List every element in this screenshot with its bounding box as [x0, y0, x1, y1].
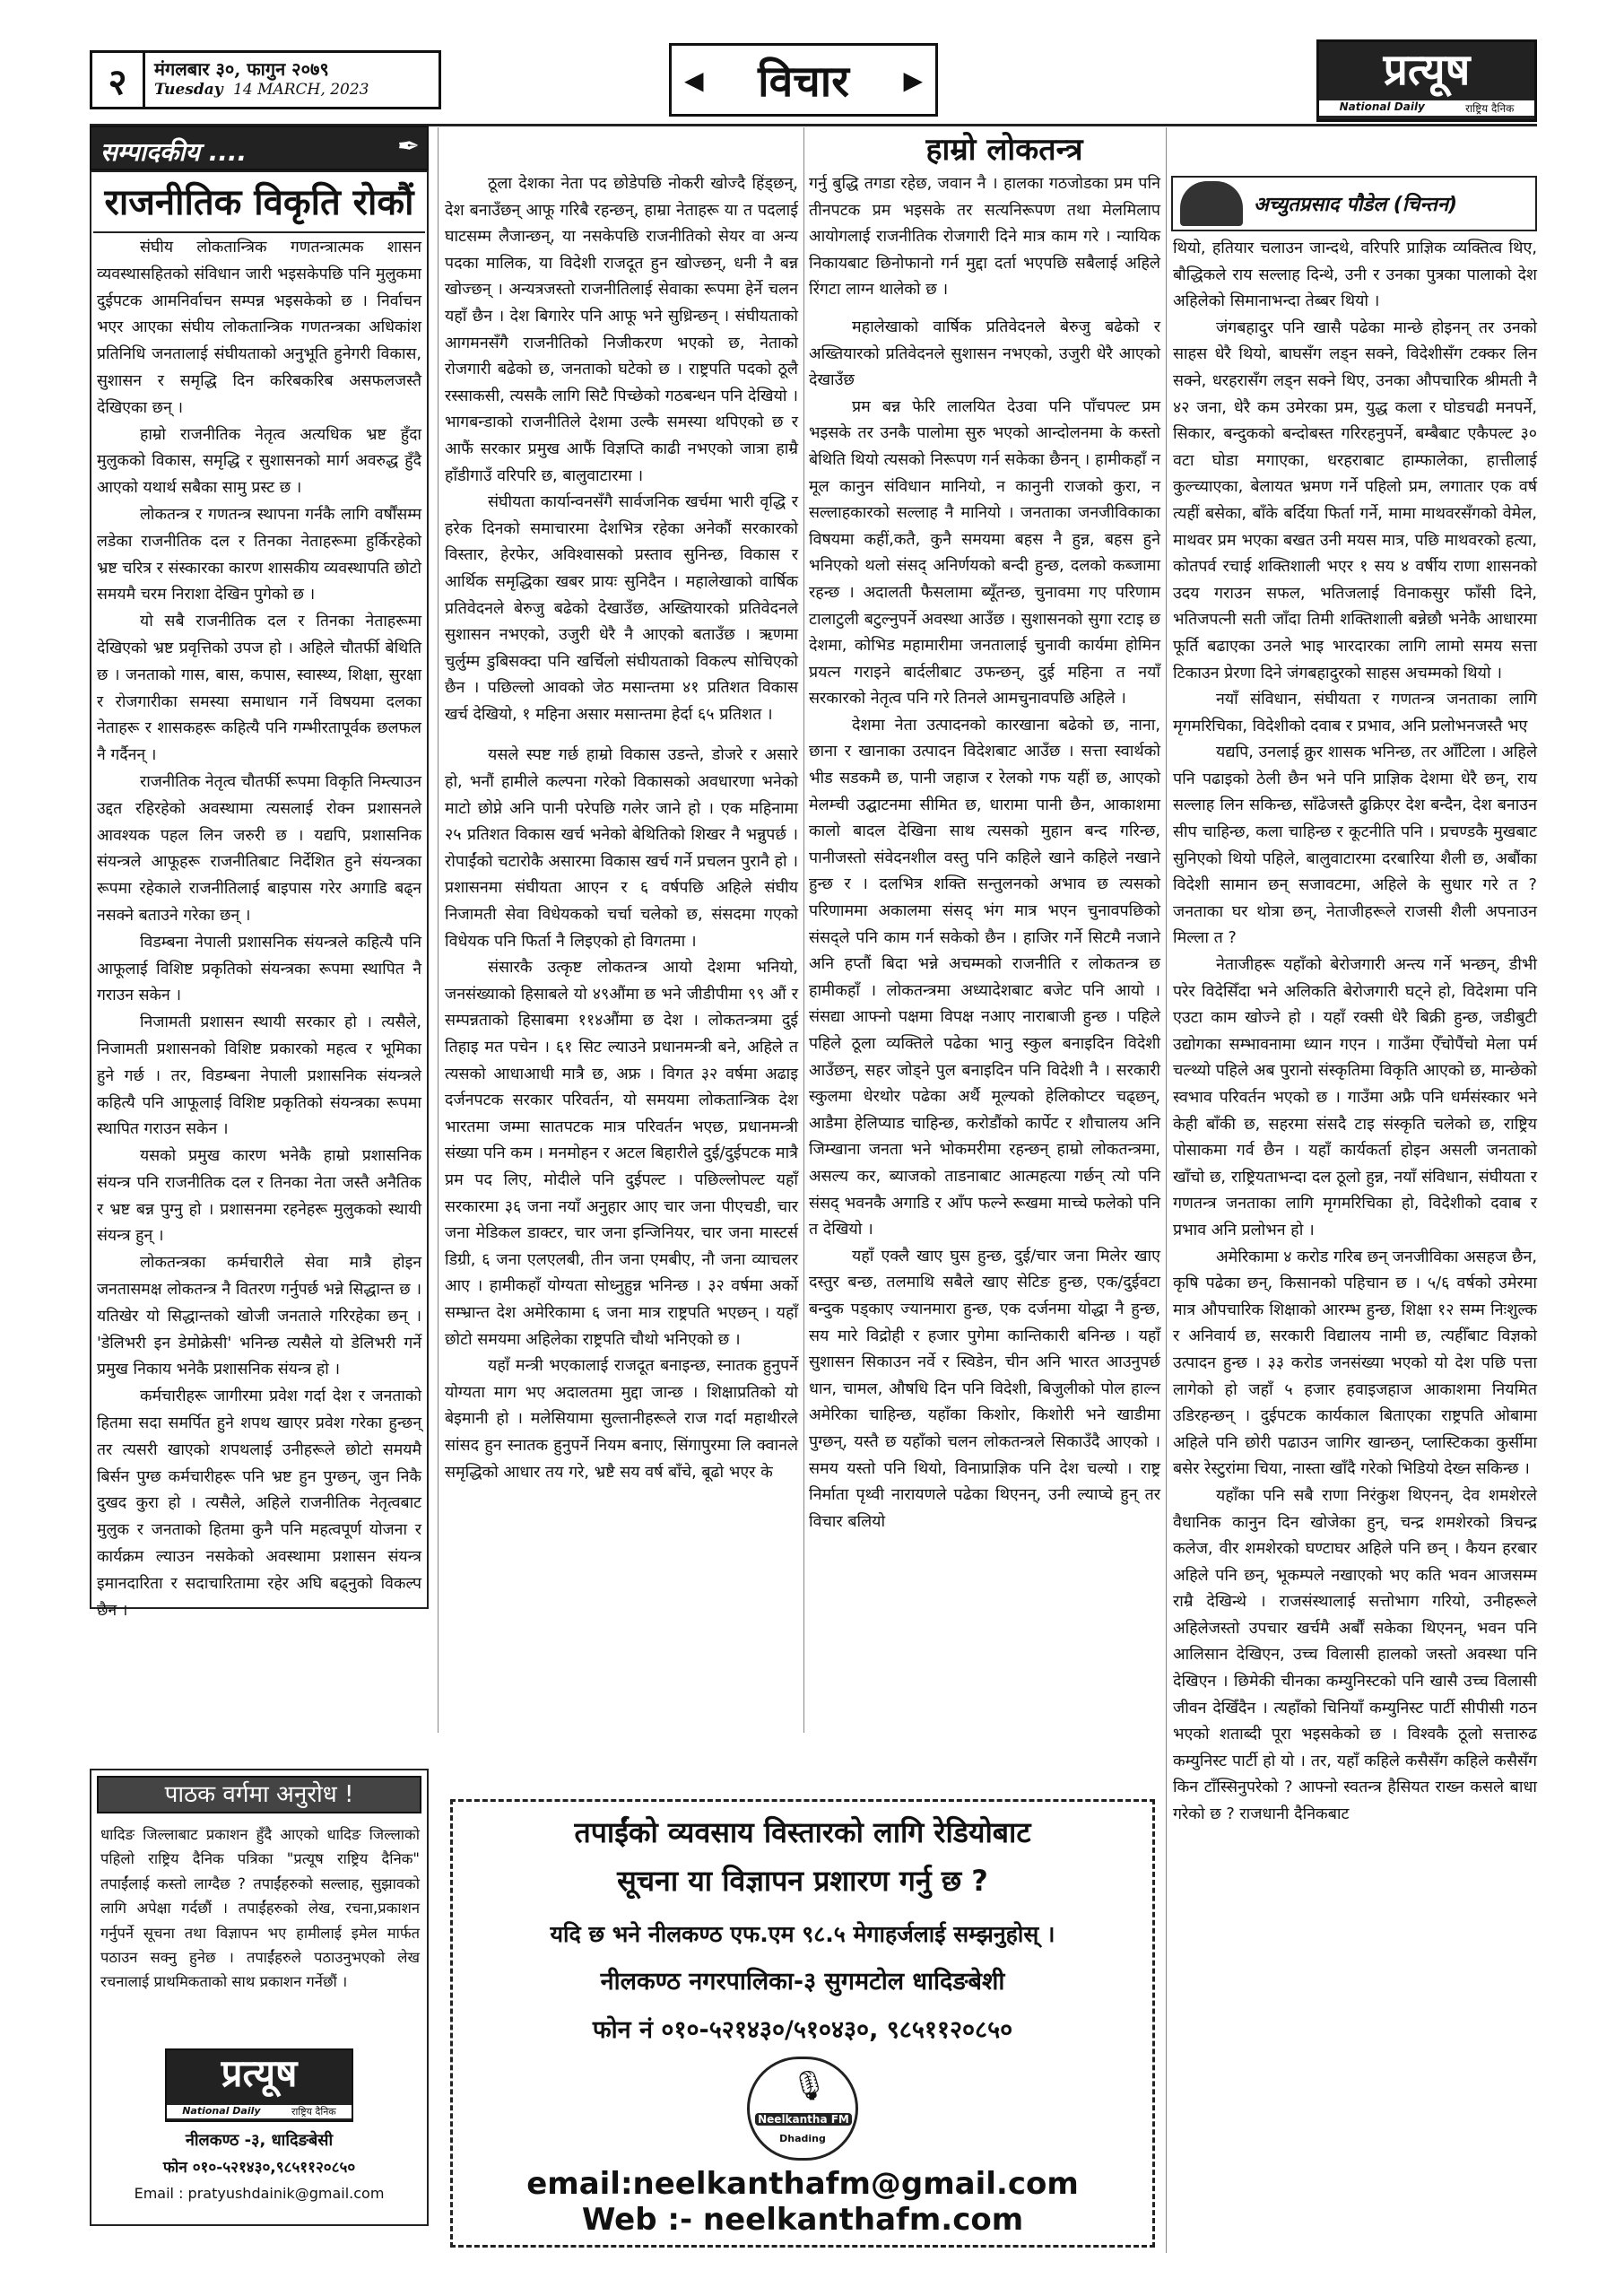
ad-line-4: नीलकण्ठ नगरपालिका-३ सुगमटोल धादिङबेशी [600, 1968, 1005, 1996]
column-divider [803, 127, 804, 1733]
column-divider [438, 127, 439, 1733]
article-paragraph: महालेखाको वार्षिक प्रतिवेदनले बेरुजु बढेको र अख्तियारको प्रतिवेदनले सुशासन नभएको, उजुरी धेरै आएको देखाउँछ [809, 317, 1160, 390]
section-title-box [669, 43, 938, 117]
editorial-paragraph: कर्मचारीहरू जागीरमा प्रवेश गर्दा देश र जनताको हितमा सदा समर्पित हुने शपथ खाएर प्रवेश गरेका हुन्छन् तर त्यसरी खाएको शपथलाई उनीहरूले छोटो समयमै बिर्सन पुग्छ कर्मचारीहरू पनि भ्रष्ट हुन पुग्छन्, जुन निकै दुखद कुरा हो । त्यसैले, अहिले राजनीतिक नेतृत्वबाट मुलुक र जनताको हितमा कुनै पनि महत्वपूर्ण योजना र कार्यक्रम ल्याउन नसकेको अवस्थामा प्रशासन संयन्त्र इमानदारिता र सदाचारितामा रहेर अघि बढ्नुको विकल्प छैन । [97, 1387, 421, 1620]
editorial-paragraph: हाम्रो राजनीतिक नेतृत्व अत्यधिक भ्रष्ट हुँदा मुलुकको विकास, समृद्धि र सुशासनको मार्ग अवरुद्ध हुँदै आएको यथार्थ सबैका सामु प्रस्ट छ । [97, 425, 421, 498]
reader-email: Email : pratyushdainik@gmail.com [134, 2185, 385, 2202]
reader-phone: फोन ०१०-५२१४३०,९८५११२०८५० [162, 2159, 356, 2177]
reader-logo-sub-en: National Daily [182, 2105, 261, 2117]
date-box [145, 50, 441, 109]
article-paragraph: यहाँ एक्लै खाए घुस हुन्छ, दुई/चार जना मिलेर खाए दस्तुर बन्छ, तलमाथि सबैले खाए सेटिङ हुन्छ, एक/दुईवटा बन्दुक पड्काए ज्यानमारा हुन्छ, एक दर्जनमा योद्धा नै हुन्छ, सय मारे विद्रोही र हजार पुगेमा कान्तिकारी बनिन्छ । यहाँ सुशासन सिकाउन नर्वे र स्विडेन, चीन अनि भारत आउनुपर्छ धान, चामल, औषधि दिन पनि विदेशी, बिजुलीको पोल हाल्न अमेरिका चाहिन्छ, यहाँका किशोर, किशोरी भने खाडीमा पुग्छन्, यस्तै छ यहाँको चलन लोकतन्त्रले सिकाउँदै आएको । समय यस्तो पनि थियो, विनाप्राज्ञिक पनि देश चल्यो । राष्ट्र निर्माता पृथ्वी नारायणले पढेका थिएनन्, उनी ल्याप्चे हुन् तर विचार बलियो [809, 1246, 1160, 1531]
ad-line-2: सूचना या विज्ञापन प्रशारण गर्नु छ ? [617, 1864, 988, 1898]
article-column-3 [1173, 235, 1537, 2253]
section-title: विचार [758, 56, 849, 107]
date-day: Tuesday [154, 81, 223, 99]
author-box [1171, 176, 1537, 231]
article-paragraph: संघीयता कार्यान्वनसँगै सार्वजनिक खर्चमा भारी वृद्धि र हरेक दिनको समाचारमा देशभित्र रहेका अनेकौं सरकारको विस्तार, हेरफेर, अविश्वासको प्रस्ताव सुनिन्छ, विकास र आर्थिक समृद्धिका खबर प्रायः सुनिदैन । महालेखाको वार्षिक प्रतिवेदनले बेरुजु बढेको देखाउँछ, अख्तियारको प्रतिवेदनले सुशासन नभएको, उजुरी धेरै नै आएको बताउँछ । ऋणमा चुर्लुम्म डुबिसक्दा पनि खर्चिलो संघीयताको विकल्प सोचिएको छैन । पछिल्लो आवको जेठ मसान्तमा ४१ प्रतिशत विकास खर्च देखियो, १ महिना असार मसान्तमा हेर्दा ६५ प्रतिशत । [445, 492, 798, 724]
article-paragraph: संसारकै उत्कृष्ट लोकतन्त्र आयो देशमा भनियो, जनसंख्याको हिसाबले यो ४९औंमा छ भने जीडीपीमा ९९ औं र सम्पन्नताको हिसाबमा ११४औंमा छ देश । लोकतन्त्रमा दुई तिहाइ मत पचेन । ६१ सिट ल्याउने प्रधानमन्त्री बने, अहिले त त्यसको आधाआधी मात्रै छ, अफ्र । विगत ३२ वर्षमा अढाइ दर्जनपटक सरकार परिवर्तन, यो समयमा लोकतान्त्रिक देश भारतमा जम्मा सातपटक मात्र परिवर्तन भएछ, प्रधानमन्त्री संख्या पनि कम । मनमोहन र अटल बिहारीले दुई/दुईपटक मात्रै प्रम पद लिए, मोदीले पनि दुईपल्ट । पछिल्लोपल्ट यहाँ सरकारमा ३६ जना नयाँ अनुहार आए चार जना पीएचडी, चार जना मेडिकल डाक्टर, चार जना इन्जिनियर, चार जना मास्टर्स डिग्री, ६ जना एलएलबी, तीन जना एमबीए, नौ जना व्याचलर आए । हामीकहाँ योग्यता सोध्नुहुन्न भनिन्छ । ३२ वर्षमा अर्को सम्भ्रान्त देश अमेरिकामा ६ जना मात्र राष्ट्रपति भएछन् । यहाँ छोटो समयमा अहिलेका राष्ट्रपति चौथो भनिएको छ । [445, 958, 798, 1349]
date-nepali: मंगलबार ३०, फागुन २०७९ [154, 58, 329, 80]
microphone-icon: 🎙 [791, 2068, 828, 2102]
editorial-paragraph: विडम्बना नेपाली प्रशासनिक संयन्त्रले कहित्यै पनि आफूलाई विशिष्ट प्रकृतिको संयन्त्रका रूपमा स्थापित नै गराउन सकेन । [97, 933, 421, 1005]
reader-logo-sub-np: राष्ट्रिय दैनिक [291, 2106, 336, 2118]
header-bar [90, 39, 1537, 122]
triangle-left-icon: ◀ [684, 65, 704, 95]
fm-logo-sub: Dhading [779, 2133, 826, 2144]
ad-line-5: फोन नं ०१०-५२१४३०/५१०४३०, ९८५११२०८५० [592, 2016, 1013, 2044]
article-paragraph: गर्नु बुद्धि तगडा रहेछ, जवान नै । हालका गठजोडका प्रम पनि तीनपटक प्रम भइसके तर सत्यनिरूपण तथा मेलमिलाप आयोगलाई राजनीतिक रोजगारी दिने मात्र काम गरे । न्यायिक निकायबाट छिनोफानो गर्न मुद्दा दर्ता भएपछि सबैलाई अहिले रिंगटा लाग्न थालेको छ । [809, 174, 1160, 300]
article-column-1 [445, 170, 798, 1731]
logo-sub-en: National Daily [1339, 100, 1425, 113]
reader-logo-name: प्रत्यूष [221, 2051, 298, 2095]
neelkantha-fm-logo [747, 2057, 858, 2161]
article-paragraph: जंगबहादुर पनि खासै पढेका मान्छे होइनन् तर उनको साहस धेरै थियो, बाघसँग लड्न सक्ने, विदेशीसँग टक्कर लिन सक्ने, धरहरासँग लड्न सक्ने थिए, उनका औपचारिक श्रीमती नै ४२ जना, धेरै कम उमेरका प्रम, युद्ध कला र घोडचढी मनपर्ने, सिकार, बन्दुकको बन्दोबस्त गरिरहनुपर्ने, बम्बैबाट एकैपल्ट ३० वटा घोडा मगाएका, धरहराबाट हाम्फालेका, हात्तीलाई कुल्च्याएका, बेलायत भ्रमण गर्ने पहिलो प्रम, लगातार एक वर्ष त्यहीं बसेका, बाँके बर्दिया फिर्ता गर्ने, मामा माथवरसँगको वेमेल, माथवर प्रम भएका बखत उनी मयस मात्र, पछि माथवरको हत्या, कोतपर्व रचाई शक्तिशाली भएर १ सय ४ वर्षीय राणा शासनको उदय गराउन सफल, भतिजलाई विनाकसुर फाँसी दिने, भतिजपत्नी सती जाँदा तिमी शक्तिशाली बन्नेछौ भनेकै आधारमा फूर्ति बढाएका उनले भाइ भारदारका लागि लामो समय सत्ता टिकाउन प्रेरणा दिने जंगबहादुरको साहस अचम्मको थियो । [1173, 317, 1537, 683]
masthead-logo [1316, 39, 1537, 122]
article-paragraph: अमेरिकामा ४ करोड गरिब छन् जनजीविका असहज छैन, कृषि पढेका छन्, किसानको पहिचान छ । ५/६ वर्षको उमेरमा मात्र औपचारिक शिक्षाको आरम्भ हुन्छ, शिक्षा १२ सम्म निःशुल्क र अनिवार्य छ, सरकारी विद्यालय नामी छ, त्यहीँबाट विज्ञको उत्पादन हुन्छ । ३३ करोड जनसंख्या भएको यो देश पछि पत्ता लागेको हो जहाँ ५ हजार हवाइजहाज आकाशमा नियमित उडिरहन्छन् । दुईपटक कार्यकाल बिताएका राष्ट्रपति ओबामा अहिले पनि छोरी पढाउन जागिर खान्छन्, प्लास्टिकका कुर्सीमा बसेर रेस्टुरांमा चिया, नास्ता खाँदै गरेको भिडियो देख्न सकिन्छ । [1173, 1247, 1537, 1479]
editorial-body [97, 235, 421, 1620]
page-number-box: २ [90, 50, 145, 109]
article-column-2 [809, 170, 1160, 1731]
column-divider [1166, 127, 1167, 2253]
author-name: अच्युतप्रसाद पौडेल (चिन्तन) [1254, 194, 1458, 216]
article-paragraph: देशमा नेता उत्पादनको कारखाना बढेको छ, नाना, छाना र खानाका उत्पादन विदेशबाट आउँछ । सत्ता स्वार्थको भीड सडकमै छ, पानी जहाज र रेलको गफ यहीं छ, आएको मेलम्ची उद्घाटनमा सीमित छ, धारामा पानी छैन, आकाशमा कालो बादल देखिना साथ त्यसको मुहान बन्द गरिन्छ, पानीजस्तो संवेदनशील वस्तु पनि कहिले खाने कहिले नखाने हुन्छ र । दलभित्र शक्ति सन्तुलनको अभाव छ त्यसको परिणाममा अकालमा संसद् भंग मात्र भएन चुनावपछिको संसद्ले पनि काम गर्न सकेको छैन । हाजिर गर्ने सिटमै नजाने अनि हप्तौं बिदा भन्ने अचम्मको राजनीति र लोकतन्त्र छ हामीकहाँ । लोकतन्त्रमा अध्यादेशबाट बजेट पनि आयो । संसद्या आफ्नो पक्षमा विपक्ष नआए नाराबाजी हुन्छ । पहिले पहिले ठूला व्यक्तिले पढेका भानु स्कुल बनाइदिन विदेशी आउँछन्, सहर जोड्ने पुल बनाइदिन पनि विदेशी नै । सरकारी स्कुलमा धेरथोर पढेका अर्थै मूल्यको हेलिकोप्टर चढ्छन्, आडैमा हेलिप्याड चाहिन्छ, करोडौंको कार्पेट र शौचालय अनि जिम्खाना जनता भने भोकमरीमा रहन्छन् हाम्रो लोकतन्त्रमा, असल्य कर, ब्याजको ताडनाबाट आत्महत्या गर्छन् त्यो पनि संसद् भवनकै अगाडि र आँप फल्ने रूखमा माच्चे फलेको पनि त देखियो । [809, 715, 1160, 1239]
reader-box-title: पाठक वर्गमा अनुरोध ! [97, 1776, 421, 1813]
editorial-tag-box [90, 126, 429, 170]
editorial-paragraph: यसको प्रमुख कारण भनेकै हाम्रो प्रशासनिक संयन्त्र पनि राजनीतिक दल र तिनका नेता जस्तै अनैतिक र भ्रष्ट बन्न पुग्नु हो । प्रशासनमा रहनेहरू मुलुकको स्थायी संयन्त्र हुन् । [97, 1147, 421, 1246]
reader-box [90, 1769, 429, 2226]
ad-line-3: यदि छ भने नीलकण्ठ एफ.एम ९८.५ मेगाहर्जलाई सम्झनुहोस् । [550, 1921, 1055, 1947]
editorial-paragraph: संघीय लोकतान्त्रिक गणतन्त्रात्मक शासन व्यवस्थासहितको संविधान जारी भइसकेपछि पनि मुलुकमा दुईपटक आमनिर्वाचन सम्पन्न भइसकेको छ । निर्वाचन भएर आएका संघीय लोकतान्त्रिक गणतन्त्रका अधिकांश प्रतिनिधि जनतालाई संघीयताको अनुभूति हुनेगरी विकास, सुशासन र समृद्धि दिन करिबकरिब असफलजस्तै देखिएका छन् । [97, 239, 421, 417]
ad-web: Web :- neelkanthafm.com [581, 2202, 1024, 2238]
article-paragraph: ठूला देशका नेता पद छोडेपछि नोकरी खोज्दै हिंड्छन्, देश बनाउँछन् आफू गरिबै रहन्छन्, हाम्रा नेताहरू या त पदलाई घाटसम्म लैजान्छन्, या नसकेपछि राजनीतिको सेयर वा अन्य पदका मालिक, या विदेशी राजदूत हुन खोज्छन्, धनी नै बन्न खोज्छन् । अन्यत्रजस्तो राजनीतिलाई सेवाका रूपमा हेर्ने चलन यहाँ छैन । देश बिगारेर पनि आफू भने सुध्रिन्छन् । संघीयताको आगमनसँगै राजनीतिको निजीकरण भएको छ, नेताको रोजगारी बढेको छ, जनताको घटेको छ । राष्ट्रपति पदको ठूलै रस्साकसी, त्यसकै लागि सिटै पिच्छेको गठबन्धन पनि देखियो । भागबन्डाको राजनीतिले देशमा उल्कै समस्या थपिएको छ र आफैं सरकार प्रमुख आफैं विज्ञप्ति काढी नभएको जात्रा हाम्रै हाँडीगाउँ वरिपरि छ, बालुवाटारमा । [445, 174, 798, 485]
reader-logo [165, 2048, 353, 2122]
radio-ad [450, 1799, 1155, 2248]
editorial-paragraph: यो सबै राजनीतिक दल र तिनका नेताहरूमा देखिएको भ्रष्ट प्रवृत्तिको उपज हो । अहिले चौतर्फी बेथिति छ । जनताको गास, बास, कपास, स्वास्थ्य, शिक्षा, सुरक्षा र रोजगारीका समस्या समाधान गर्ने विषयमा दलका नेताहरू र शासकहरू कहित्यै पनि गम्भीरतापूर्वक छलफल नै गर्दैनन् । [97, 613, 421, 765]
author-photo-icon [1180, 181, 1243, 226]
editorial-paragraph: निजामती प्रशासन स्थायी सरकार हो । त्यसैले, निजामती प्रशासनको विशिष्ट प्रकारको महत्व र भूमिका हुने गर्छ । तर, विडम्बना नेपाली प्रशासनिक संयन्त्रले कहित्यै पनि आफूलाई विशिष्ट प्रकृतिको संयन्त्रका रूपमा स्थापित गराउन सकेन । [97, 1013, 421, 1139]
article-paragraph: यद्यपि, उनलाई क्रुर शासक भनिन्छ, तर आँटिला । अहिले पनि पढाइको ठेली छैन भने पनि प्राज्ञिक देशमा धेरै छन्, राय सल्लाह लिन सकिन्छ, साँढेजस्तै ढुक्रिएर देश बन्दैन, देश बनाउन सीप चाहिन्छ, कला चाहिन्छ र कूटनीति पनि । प्रचण्डकै मुखबाट सुनिएको थियो पहिले, बालुवाटारमा दरबारिया शैली छ, अबौंका विदेशी सामान छन् सजावटमा, अहिले के सुधार गरे त ? जनताका घर थोत्रा छन्, नेताजीहरूले राजसी शैली अपनाउन मिल्ला त ? [1173, 743, 1537, 948]
logo-name: प्रत्यूष [1383, 45, 1471, 95]
logo-sub-np: राष्ट्रिय दैनिक [1465, 102, 1515, 115]
reader-address: नीलकण्ठ -३, धादिङबेसी [185, 2131, 334, 2150]
editorial-title-rule [93, 231, 425, 233]
pen-icon: ✒ [396, 131, 420, 162]
ad-line-1: तपाईंको व्यवसाय विस्तारको लागि रेडियोबाट [574, 1815, 1031, 1849]
editorial-paragraph: लोकतन्त्रका कर्मचारीले सेवा मात्रै होइन जनतासमक्ष लोकतन्त्र नै वितरण गर्नुपर्छ भन्ने सिद्धान्त छ । यतिखेर यो सिद्धान्तको खोजी जनताले गरिरहेका छन् । 'डेलिभरी इन डेमोक्रेसी' भनिन्छ त्यसैले यो डेलिभरी गर्ने प्रमुख निकाय भनेकै प्रशासनिक संयन्त्र हो । [97, 1254, 421, 1379]
ad-email: email:neelkanthafm@gmail.com [526, 2166, 1079, 2202]
reader-box-body: धादिङ जिल्लाबाट प्रकाशन हुँदै आएको धादिङ जिल्लाको पहिलो राष्ट्रिय दैनिक पत्रिका "प्रत्यूष राष्ट्रिय दैनिक" तपाईंलाई कस्तो लाग्दैछ ? तपाईंहरुको सल्लाह, सुझावको लागि अपेक्षा गर्दछौं । तपाईंहरुको लेख, रचना,प्रकाशन गर्नुपर्ने सूचना तथा विज्ञापन भए हामीलाई इमेल मार्फत पठाउन सक्नु हुनेछ । तपाईंहरुले पठाउनुभएको लेख रचनालाई प्राथमिकताको साथ प्रकाशन गर्नेछौं । [100, 1826, 420, 1991]
article-paragraph: प्रम बन्न फेरि लालयित देउवा पनि पाँचपल्ट प्रम भइसके तर उनकै पालोमा सुरु भएको आन्दोलनमा के कस्तो बेथिति थियो त्यसको निरूपण गर्न सकेका छैनन् । हामीकहाँ न मूल कानुन संविधान मानियो, न कानुनी राजको कुरा, न सल्लाहकारको सल्लाह नै मानियो । जनताका जनजीविकाका विषयमा कहीं,कतै, कुनै समयमा बहस नै हुन्न, बहस हुने भनिएको थलो संसद् अनिर्णयको बन्दी हुन्छ, दलको कब्जामा रहन्छ । अदालती फैसलामा ब्यूँतन्छ, चुनावमा गए परिणाम टालाटुली बटुल्नुपर्ने अवस्था आउँछ । सुशासनको सुगा रटाइ छ देशमा, कोभिड महामारीमा जनतालाई चुनावी कार्यमा होमिन प्रयत्न गराइने बार्दलीबाट उफन्छन्, दुई महिना त नयाँ सरकारको नेतृत्व पनि गरे तिनले आमचुनावपछि अहिले । [809, 396, 1160, 709]
article-paragraph: नेताजीहरू यहाँको बेरोजगारी अन्त्य गर्ने भन्छन्, डीभी परेर विदेसिँदा भने अलिकति बेरोजगारी घट्ने हो, विदेशमा पनि एउटा काम खोज्ने हो । यहाँ रक्सी धेरै बिक्री हुन्छ, जडीबुटी उद्योगका सम्भावनामा ध्यान गएन । गाउँमा ऐँचोपैंचो मेला पर्म चल्थ्यो पहिले अब पुरानो संस्कृतिमा विकृति आएको छ, मान्छेको स्वभाव परिवर्तन भएको छ । गाउँमा अफ्रै पनि धर्मसंस्कार भने केही बाँकी छ, सहरमा संसदै टाइ संस्कृति चलेको छ, राष्ट्रिय पोसाकमा गर्व छैन । यहाँ कार्यकर्ता होइन असली जनताको खाँचो छ, राष्ट्रियताभन्दा दल ठूलो हुन्न, नयाँ संविधान, संघीयता र गणतन्त्र जनताका लागि मृगमरिचिका हो, विदेशीको दवाब र प्रभाव अनि प्रलोभन हो । [1173, 955, 1537, 1239]
date-english: 14 MARCH, 2023 [233, 81, 369, 99]
editorial-tag: सम्पादकीय .... [100, 137, 248, 167]
article-paragraph: यहाँ मन्त्री भएकालाई राजदूत बनाइन्छ, स्नातक हुनुपर्ने योग्यता माग भए अदालतमा मुद्दा जान्छ । शिक्षाप्रतिको यो बेइमानी हो । मलेसियामा सुल्तानीहरूले राज गर्दा महाथीरले सांसद हुन स्नातक हुनुपर्ने नियम बनाए, सिंगापुरमा लि क्वानले समृद्धिको आधार तय गरे, भ्रष्टै सय वर्ष बाँचे, बूढो भएर के [445, 1356, 798, 1482]
triangle-right-icon: ▶ [903, 65, 923, 95]
editorial-paragraph: लोकतन्त्र र गणतन्त्र स्थापना गर्नकै लागि वर्षौंसम्म लडेका राजनीतिक दल र तिनका नेताहरूमा हुर्किरहेको भ्रष्ट चरित्र र संस्कारका कारण शासकीय व्यवस्थापति छोटो समयमै चरम निराशा देखिन पुगेको छ । [97, 505, 421, 604]
article-paragraph: नयाँ संविधान, संघीयता र गणतन्त्र जनताका लागि मृगमरिचिका, विदेशीको दवाब र प्रभाव, अनि प्रलोभनजस्तै भए [1173, 690, 1537, 735]
article-paragraph: यसले स्पष्ट गर्छ हाम्रो विकास उडन्ते, डोजरे र असारे हो, भनौं हामीले कल्पना गरेको विकासको अवधारणा भनेको माटो छोप्ने अनि पानी परेपछि गलेर जाने हो । एक महिनामा २५ प्रतिशत विकास खर्च भनेको बेथितिको शिखर नै भन्नुपर्छ । रोपाईंको चटारोकै असारमा विकास खर्च गर्ने प्रचलन पुरानै हो । प्रशासनमा संघीयता आएन र ६ वर्षपछि अहिले संघीय निजामती सेवा विधेयकको चर्चा चलेको छ, संसदमा गएको विधेयक पनि फिर्ता नै लिइएको हो विगतमा । [445, 745, 799, 951]
editorial-title: राजनीतिक विकृति रोकौं [104, 182, 414, 223]
article-title: हाम्रो लोकतन्त्र [925, 132, 1083, 168]
editorial-paragraph: राजनीतिक नेतृत्व चौतर्फी रूपमा विकृति निम्त्याउन उद्दत रहिरहेको अवस्थामा त्यसलाई रोक्न प्रशासनले आवश्यक पहल लिन जरुरी छ । यद्यपि, प्रशासनिक संयन्त्रले आफूहरू राजनीतिबाट निर्देशित हुने संयन्त्रका रूपमा रहेकाले राजनीतिलाई बाइपास गरेर अगाडि बढ्न नसक्ने बताउने गरेका छन् । [97, 772, 421, 925]
fm-logo-text: Neelkantha FM [755, 2113, 852, 2126]
article-paragraph: यहाँका पनि सबै राणा निरंकुश थिएनन्, देव शमशेरले वैधानिक कानुन दिन खोजेका हुन्, चन्द्र शमशेरको त्रिचन्द्र कलेज, वीर शमशेरको घण्टाघर अहिले पनि छन् । कैयन हरबार अहिले पनि छन्, भूकम्पले नखाएको भए कति भवन आजसम्म राम्रै देखिन्थे । राजसंस्थालाई सत्तोभाग गरियो, उनीहरूले अहिलेजस्तो उपचार खर्चमै अर्बौं सकेका थिएनन्, भवन पनि आलिसान देखिएन, उच्च विलासी हालको जस्तो अवस्था पनि देखिएन । छिमेकी चीनका कम्युनिस्टको पनि खासै उच्च विलासी जीवन देखिँदैन । त्यहाँको चिनियाँ कम्युनिस्ट पार्टी सीपीसी गठन भएको शताब्दी पूरा भइसकेको छ । विश्वकै ठूलो सत्तारुढ कम्युनिस्ट पार्टी हो यो । तर, यहाँ कहिले कसैसँग कहिले कसैसँग किन टाँस्सिनुपरेको ? आफ्नो स्वतन्त्र हैसियत राख्न कसले बाधा गरेको छ ? राजधानी दैनिकबाट [1173, 1485, 1537, 1824]
article-paragraph: थियो, हतियार चलाउन जान्दथे, वरिपरि प्राज्ञिक व्यक्तित्व थिए, बौद्धिकले राय सल्लाह दिन्थे, उनी र उनका पुत्रका पालाको देश अहिलेको सिमानाभन्दा तेब्बर थियो । [1173, 239, 1537, 311]
